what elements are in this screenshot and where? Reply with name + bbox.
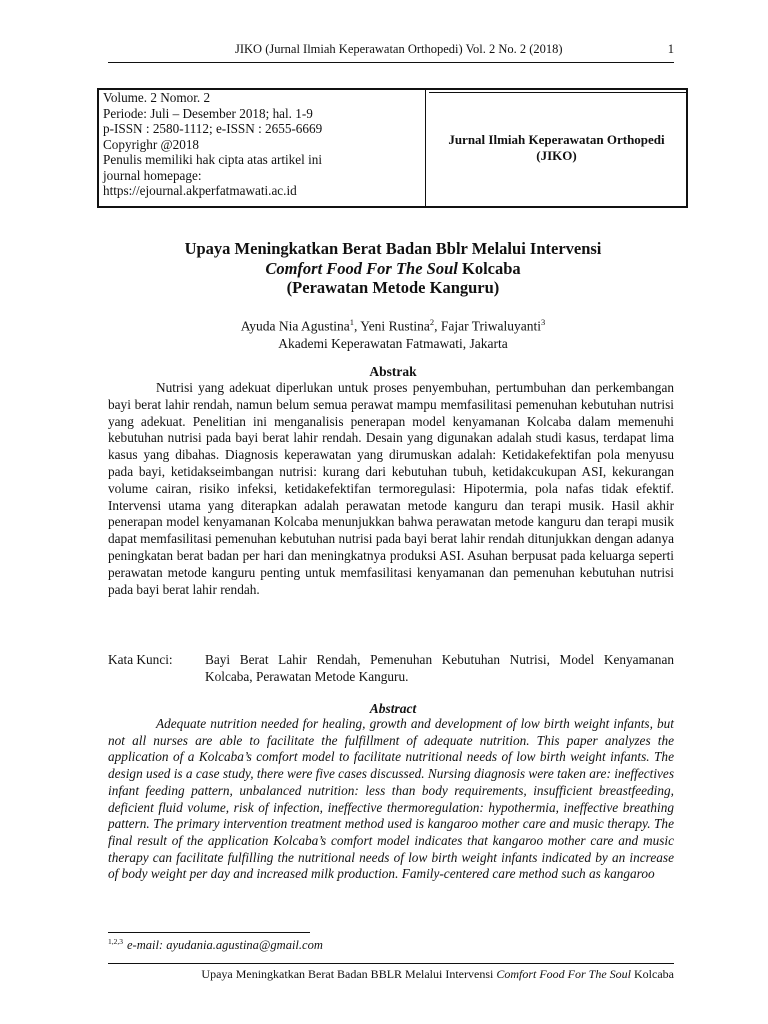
keywords (108, 651, 674, 685)
issn-line: p-ISSN : 2580-1112; e-ISSN : 2655-6669 (103, 121, 323, 136)
period-line: Periode: Juli – Desember 2018; hal. 1-9 (103, 105, 313, 121)
author-name: Fajar Triwaluyanti (440, 318, 541, 334)
footnote-divider (108, 932, 310, 933)
abstract-body: Adequate nutrition needed for healing, growth and development of low birth weight infants, but not all nurses are able to facilitate the fulfillment of adequate nutrition. This paper analyzes the application of a Kolcaba’s comfort model to facilitate nutritional needs of low birth weight infants. The design used is a case study, there were five cases discussed. Nursing diagnosis were taken are: ineffectives infant feeding pattern, unbalanced nutrition: less than body requirements, insufficient breastfeeding, deficient fluid volume, risk of infection, ineffective thermoregulation: hypothermia, ineffective breathing pattern. The primary intervention treatment method used is kangaroo mother care and music therapy. The final result of the application Kolcaba’s comfort model indicates that kangaroo mother care and music therapy can facilitate fulfilling the nutritional needs of low birth weight infants indicated by an increase of body weight per day and increased milk production. Family-centered care method such as kangaroo (108, 716, 674, 882)
author-separator: , (354, 318, 361, 334)
journal-abbreviation: (JIKO) (536, 148, 577, 163)
title-line-1: Upaya Meningkatkan Berat Badan Bblr Melalui Intervensi (184, 239, 602, 258)
footnote-email[interactable]: e-mail: ayudania.agustina@gmail.com (127, 938, 323, 953)
author-affiliation-mark: 2 (429, 317, 435, 327)
author-affiliation-mark: 1 (349, 317, 355, 327)
rights-line: Penulis memiliki hak cipta atas artikel ini (103, 152, 323, 167)
author-block (90, 314, 696, 352)
author-separator: , (434, 318, 441, 334)
author-name: Yeni Rustina (360, 318, 430, 334)
copyright-line: Copyrighr @2018 (103, 136, 200, 152)
keywords-text: Bayi Berat Lahir Rendah, Pemenuhan Kebutuhan Nutrisi, Model Kenyamanan Kolcaba, Perawatan Metode Kanguru. (205, 652, 674, 684)
journal-name: Jurnal Ilmiah Keperawatan Orthopedi (448, 132, 665, 147)
title-italic-phrase: Comfort Food For The Soul (265, 258, 458, 278)
footer-text-end: Kolcaba (631, 967, 674, 981)
footer-text: Upaya Meningkatkan Berat Badan BBLR Melalui Intervensi (201, 967, 497, 981)
keywords-label: Kata Kunci: (108, 652, 173, 667)
abstrak-body: Nutrisi yang adekuat diperlukan untuk proses penyembuhan, pertumbuhan dan perkembangan bayi berat lahir rendah, namun belum semua perawat mampu memfasilitasi pemenuhan kebutuhan nutrisi yang adekuat. Penelitian ini menganalisis penerapan model kenyamanan Kolcaba dalam memenuhi kebutuhan nutrisi pada bayi berat lahir rendah. Desain yang digunakan adalah studi kasus, terdapat lima kasus yang dibahas. Diagnosis keperawatan yang dirumuskan adalah: Ketidakefektifan pola menyusu pada bayi, ketidakseimbangan nutrisi: kurang dari kebutuhan tubuh, ketidakcukupan ASI, kekurangan volume cairan, risiko infeksi, ketidakefektifan termoregulasi: Hipotermia, pola nafas tidak efektif. Intervensi utama yang diterapkan adalah perawatan metode kanguru dan terapi musik. Hasil akhir penerapan model kenyamanan Kolcaba menunjukkan bahwa perawatan metode kanguru dan terapi musik dapat memfasilitasi pemenuhan kebutuhan nutrisi pada bayi berat lahir rendah ditunjukkan dengan adanya peningkatan berat badan per hari dan meningkatnya produksi ASI. Asuhan berpusat pada keluarga seperti perawatan metode kanguru penting untuk memfasilitasi kenyamanan dan pemenuhan kebutuhan nutrisi pada bayi berat lahir rendah. (108, 380, 674, 597)
journal-name-cell (427, 90, 686, 206)
abstrak-heading: Abstrak (369, 364, 417, 379)
author-name: Ayuda Nia Agustina (240, 318, 350, 334)
publication-details (103, 90, 426, 206)
title-line-2 (90, 259, 696, 279)
header-divider (108, 62, 674, 63)
title-line-2-rest: Kolcaba (457, 258, 521, 278)
footnote (108, 937, 674, 953)
page-number: 1 (667, 42, 674, 56)
volume-line: Volume. 2 Nomor. 2 (103, 90, 211, 105)
author-list (90, 314, 696, 335)
homepage-link[interactable]: https://ejournal.akperfatmawati.ac.id (103, 183, 297, 198)
footnote-mark: 1,2,3 (108, 937, 123, 946)
running-header-journal: JIKO (Jurnal Ilmiah Keperawatan Orthopedi) Vol. 2 No. 2 (2018) (235, 42, 563, 56)
article-title (90, 239, 696, 298)
abstract-heading: Abstract (369, 701, 417, 716)
footer-italic: Comfort Food For The Soul (496, 967, 632, 981)
running-footer (108, 967, 674, 982)
footer-divider (108, 963, 674, 964)
title-line-3: (Perawatan Metode Kanguru) (286, 278, 500, 297)
homepage-label: journal homepage: (103, 167, 202, 183)
author-affiliation: Akademi Keperawatan Fatmawati, Jakarta (278, 335, 508, 351)
journal-info-box (97, 88, 688, 208)
author-affiliation-mark: 3 (540, 317, 546, 327)
